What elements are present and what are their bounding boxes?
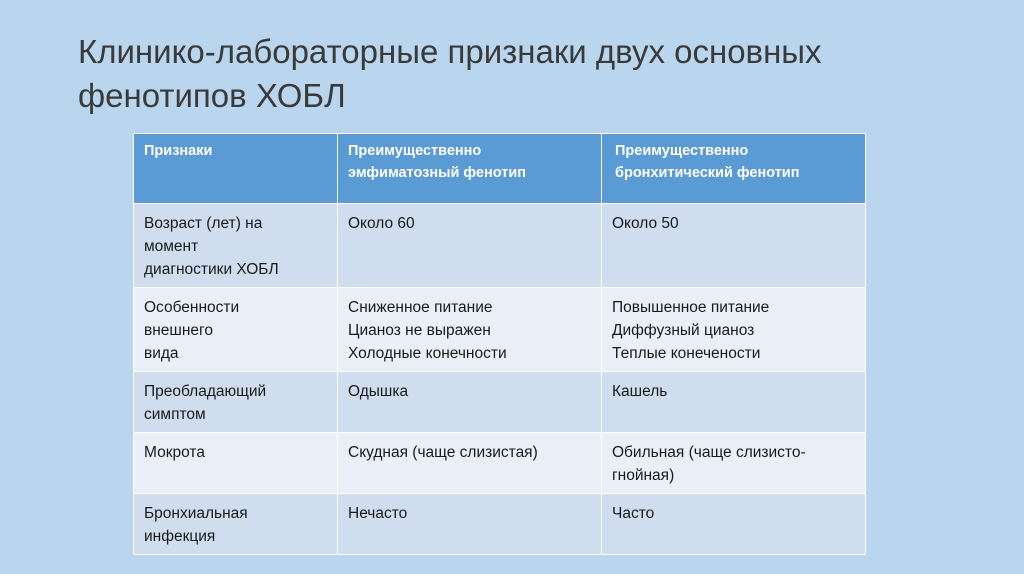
table-row <box>134 204 866 288</box>
cell-emphysematous: Одышка <box>338 372 602 433</box>
table-row <box>134 494 866 555</box>
phenotype-table <box>133 133 866 555</box>
table-row <box>134 433 866 494</box>
title-line-2: фенотипов ХОБЛ <box>78 77 346 114</box>
cell-sign: Возраст (лет) на момент диагностики ХОБЛ <box>134 204 338 288</box>
slide-title <box>78 30 958 118</box>
table-row <box>134 372 866 433</box>
cell-bronchitic: Повышенное питание Диффузный цианоз Теплые конечености <box>602 288 866 372</box>
cell-bronchitic: Часто <box>602 494 866 555</box>
table-header-row <box>134 134 866 204</box>
table-row <box>134 288 866 372</box>
cell-emphysematous: Скудная (чаще слизистая) <box>338 433 602 494</box>
cell-sign: Бронхиальная инфекция <box>134 494 338 555</box>
title-line-1: Клинико-лабораторные признаки двух основных <box>78 33 822 70</box>
cell-emphysematous: Около 60 <box>338 204 602 288</box>
header-emphysematous: Преимущественно эмфиматозный фенотип <box>338 134 602 204</box>
cell-bronchitic: Около 50 <box>602 204 866 288</box>
cell-emphysematous: Нечасто <box>338 494 602 555</box>
cell-sign: Особенности внешнего вида <box>134 288 338 372</box>
cell-bronchitic: Обильная (чаще слизисто- гнойная) <box>602 433 866 494</box>
cell-sign: Мокрота <box>134 433 338 494</box>
header-bronchitic: Преимущественно бронхитический фенотип <box>602 134 866 204</box>
header-signs: Признаки <box>134 134 338 204</box>
cell-bronchitic: Кашель <box>602 372 866 433</box>
cell-sign: Преобладающий симптом <box>134 372 338 433</box>
cell-emphysematous: Сниженное питание Цианоз не выражен Холодные конечности <box>338 288 602 372</box>
